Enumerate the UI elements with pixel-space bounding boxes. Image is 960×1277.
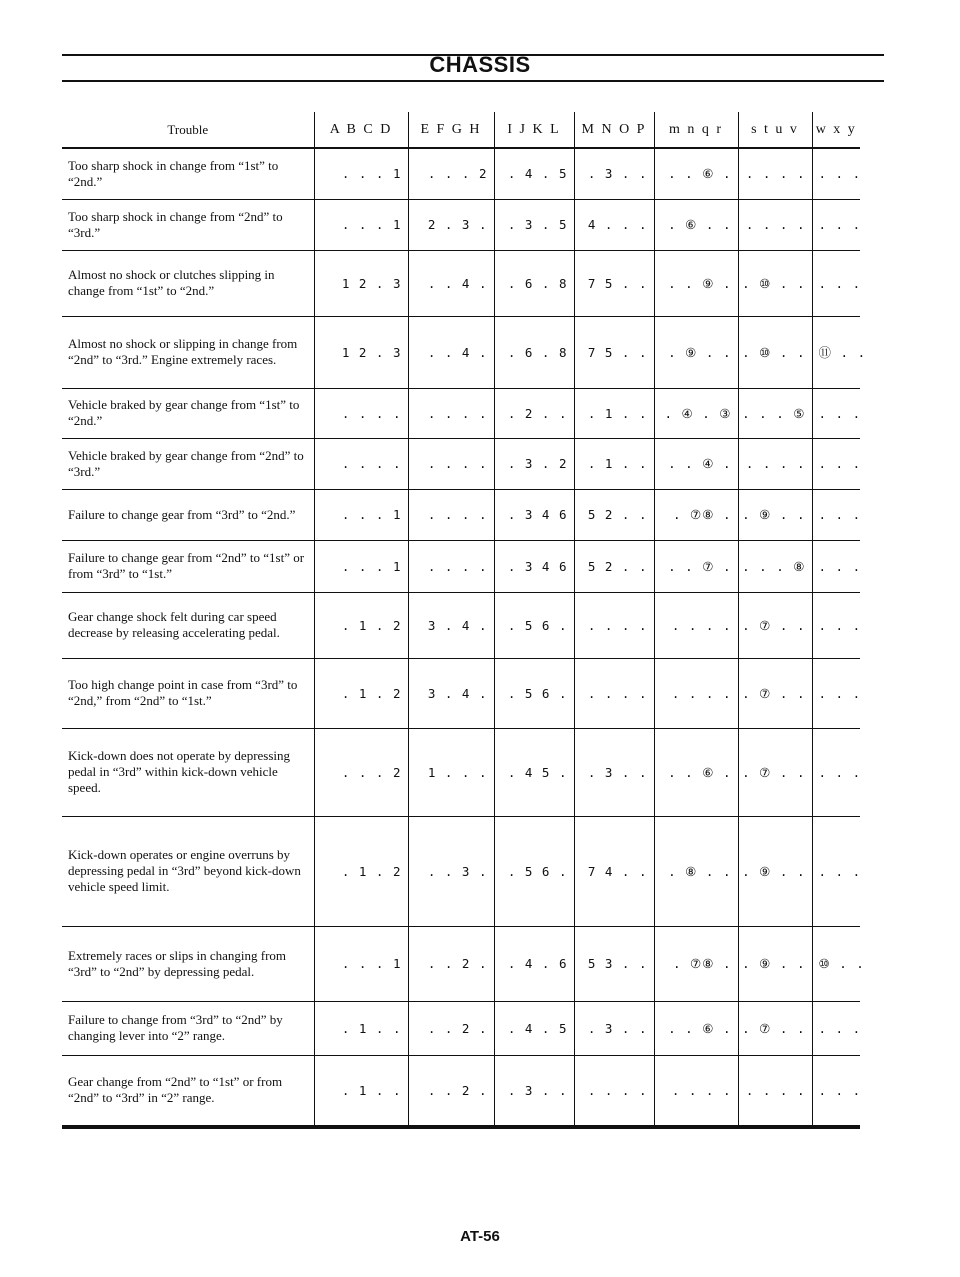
code-cell: . 1 . 2 — [314, 816, 408, 926]
code-cell: 5 3 . . — [574, 926, 654, 1001]
code-cell: . 3 . . — [574, 728, 654, 816]
column-header: Trouble — [62, 112, 314, 148]
table-row — [62, 148, 860, 199]
code-cell: . . 2 . — [408, 1055, 494, 1125]
trouble-cell: Almost no shock or clutches slipping in change from “1st” to “2nd.” — [62, 250, 314, 316]
column-header: E F G H — [408, 112, 494, 148]
code-cell: . . . — [812, 1055, 860, 1125]
code-cell: . 3 . . — [574, 1001, 654, 1055]
code-cell: . 5 6 . — [494, 816, 574, 926]
code-cell: . . . 2 — [314, 728, 408, 816]
code-cell: . . . — [812, 540, 860, 592]
code-cell: . ⑨ . . — [738, 926, 812, 1001]
code-cell: 1 . . . — [408, 728, 494, 816]
code-cell: . . . . — [738, 1055, 812, 1125]
code-cell: . . . — [812, 728, 860, 816]
column-header: M N O P — [574, 112, 654, 148]
code-cell: . . 2 . — [408, 926, 494, 1001]
code-cell: . ⑦ . . — [738, 728, 812, 816]
code-cell: . . 4 . — [408, 250, 494, 316]
code-cell: . . . — [812, 658, 860, 728]
code-cell: . ⑦ . . — [738, 1001, 812, 1055]
code-cell: . . ⑨ . — [654, 250, 738, 316]
column-header: w x y — [812, 112, 860, 148]
code-cell: . . . 2 — [408, 148, 494, 199]
code-cell: . . 3 . — [408, 816, 494, 926]
code-cell: . ⑦⑧ . — [654, 489, 738, 540]
trouble-cell: Vehicle braked by gear change from “1st” to “2nd.” — [62, 388, 314, 438]
bottom-rule — [62, 1126, 860, 1129]
table-row — [62, 592, 860, 658]
code-cell: . . . . — [574, 592, 654, 658]
code-cell: . 4 . 6 — [494, 926, 574, 1001]
code-cell: . . 2 . — [408, 1001, 494, 1055]
code-cell: ⑩ . . — [812, 926, 860, 1001]
code-cell: . 1 . . — [314, 1055, 408, 1125]
code-cell: . . . . — [738, 148, 812, 199]
column-header: s t u v — [738, 112, 812, 148]
code-cell: . . . . — [654, 658, 738, 728]
code-cell: . . . — [812, 250, 860, 316]
code-cell: . ⑨ . . — [738, 816, 812, 926]
code-cell: . . . — [812, 1001, 860, 1055]
code-cell: . . . . — [408, 438, 494, 489]
code-cell: . 5 6 . — [494, 658, 574, 728]
code-cell: . ⑥ . . — [654, 199, 738, 250]
code-cell: . . . — [812, 199, 860, 250]
trouble-cell: Failure to change from “3rd” to “2nd” by changing lever into “2” range. — [62, 1001, 314, 1055]
code-cell: . 1 . . — [574, 438, 654, 489]
code-cell: . . ④ . — [654, 438, 738, 489]
code-cell: . ⑧ . . — [654, 816, 738, 926]
trouble-cell: Failure to change gear from “2nd” to “1st” or from “3rd” to “1st.” — [62, 540, 314, 592]
code-cell: . . . 1 — [314, 540, 408, 592]
trouble-diagnosis-table — [62, 112, 867, 1126]
code-cell: . . . — [812, 592, 860, 658]
trouble-cell: Extremely races or slips in changing from “3rd” to “2nd” by depressing pedal. — [62, 926, 314, 1001]
code-cell: . ⑨ . . — [654, 316, 738, 388]
code-cell: . 4 . 5 — [494, 148, 574, 199]
code-cell: . . . ⑧ — [738, 540, 812, 592]
trouble-cell: Too sharp shock in change from “1st” to “2nd.” — [62, 148, 314, 199]
code-cell: . ⑦ . . — [738, 592, 812, 658]
table-row — [62, 388, 860, 438]
code-cell: . ⑩ . . — [738, 316, 812, 388]
code-cell: . 1 . . — [314, 1001, 408, 1055]
code-cell: . . ⑥ . — [654, 1001, 738, 1055]
code-cell: . . . 1 — [314, 148, 408, 199]
table-row — [62, 1055, 860, 1125]
code-cell: 3 . 4 . — [408, 592, 494, 658]
code-cell: . 3 . . — [574, 148, 654, 199]
trouble-cell: Too sharp shock in change from “2nd” to “3rd.” — [62, 199, 314, 250]
table-row — [62, 1001, 860, 1055]
code-cell: . . . — [812, 388, 860, 438]
code-cell: . 1 . 2 — [314, 658, 408, 728]
trouble-cell: Gear change shock felt during car speed decrease by releasing accelerating pedal. — [62, 592, 314, 658]
trouble-cell: Kick-down operates or engine overruns by depressing pedal in “3rd” beyond kick-down vehicle speed limit. — [62, 816, 314, 926]
table-row — [62, 489, 860, 540]
table-row — [62, 540, 860, 592]
column-header: A B C D — [314, 112, 408, 148]
table-row — [62, 926, 860, 1001]
code-cell: . . ⑥ . — [654, 148, 738, 199]
code-cell: . ⑩ . . — [738, 250, 812, 316]
column-header: I J K L — [494, 112, 574, 148]
code-cell: . . . 1 — [314, 926, 408, 1001]
code-cell: 7 4 . . — [574, 816, 654, 926]
code-cell: . . . . — [408, 540, 494, 592]
code-cell: . . ⑦ . — [654, 540, 738, 592]
code-cell: . 6 . 8 — [494, 250, 574, 316]
table-row — [62, 316, 860, 388]
trouble-cell: Gear change from “2nd” to “1st” or from “2nd” to “3rd” in “2” range. — [62, 1055, 314, 1125]
table-row — [62, 816, 860, 926]
code-cell: . 1 . 2 — [314, 592, 408, 658]
table-row — [62, 199, 860, 250]
page-title: CHASSIS — [429, 52, 531, 77]
code-cell: ⑪ . . — [812, 316, 860, 388]
trouble-cell: Almost no shock or slipping in change from “2nd” to “3rd.” Engine extremely races. — [62, 316, 314, 388]
column-header: m n q r — [654, 112, 738, 148]
code-cell: . 3 . . — [494, 1055, 574, 1125]
code-cell: . . . — [812, 816, 860, 926]
code-cell: . . . — [812, 148, 860, 199]
code-cell: . . ⑥ . — [654, 728, 738, 816]
code-cell: . 5 6 . — [494, 592, 574, 658]
code-cell: 7 5 . . — [574, 316, 654, 388]
code-cell: . 2 . . — [494, 388, 574, 438]
code-cell: . . . . — [738, 199, 812, 250]
code-cell: 1 2 . 3 — [314, 316, 408, 388]
page-number: AT-56 — [460, 1228, 500, 1245]
code-cell: . 1 . . — [574, 388, 654, 438]
code-cell: 3 . 4 . — [408, 658, 494, 728]
code-cell: . . . . — [408, 489, 494, 540]
code-cell: . . . . — [314, 388, 408, 438]
trouble-cell: Kick-down does not operate by depressing pedal in “3rd” within kick-down vehicle speed. — [62, 728, 314, 816]
title-underline — [62, 80, 884, 82]
trouble-cell: Failure to change gear from “3rd” to “2nd.” — [62, 489, 314, 540]
code-cell: . . . — [812, 438, 860, 489]
code-cell: 2 . 3 . — [408, 199, 494, 250]
code-cell: 1 2 . 3 — [314, 250, 408, 316]
code-cell: 4 . . . — [574, 199, 654, 250]
table-row — [62, 250, 860, 316]
table-header-row — [62, 112, 860, 148]
code-cell: 7 5 . . — [574, 250, 654, 316]
code-cell: . . . . — [314, 438, 408, 489]
code-cell: 5 2 . . — [574, 489, 654, 540]
table-row — [62, 658, 860, 728]
code-cell: . 6 . 8 — [494, 316, 574, 388]
code-cell: 5 2 . . — [574, 540, 654, 592]
code-cell: . 3 4 6 — [494, 489, 574, 540]
code-cell: . ⑦⑧ . — [654, 926, 738, 1001]
code-cell: . . . . — [738, 438, 812, 489]
code-cell: . 3 4 6 — [494, 540, 574, 592]
code-cell: . 4 . 5 — [494, 1001, 574, 1055]
code-cell: . . . ⑤ — [738, 388, 812, 438]
code-cell: . . 4 . — [408, 316, 494, 388]
code-cell: . . . — [812, 489, 860, 540]
code-cell: . . . 1 — [314, 199, 408, 250]
table-row — [62, 438, 860, 489]
trouble-cell: Too high change point in case from “3rd” to “2nd,” from “2nd” to “1st.” — [62, 658, 314, 728]
code-cell: . ④ . ③ — [654, 388, 738, 438]
trouble-cell: Vehicle braked by gear change from “2nd” to “3rd.” — [62, 438, 314, 489]
code-cell: . . . 1 — [314, 489, 408, 540]
code-cell: . . . . — [574, 658, 654, 728]
code-cell: . . . . — [654, 1055, 738, 1125]
code-cell: . 3 . 2 — [494, 438, 574, 489]
code-cell: . ⑦ . . — [738, 658, 812, 728]
code-cell: . . . . — [574, 1055, 654, 1125]
code-cell: . . . . — [654, 592, 738, 658]
code-cell: . ⑨ . . — [738, 489, 812, 540]
code-cell: . 4 5 . — [494, 728, 574, 816]
table-row — [62, 728, 860, 816]
code-cell: . 3 . 5 — [494, 199, 574, 250]
code-cell: . . . . — [408, 388, 494, 438]
